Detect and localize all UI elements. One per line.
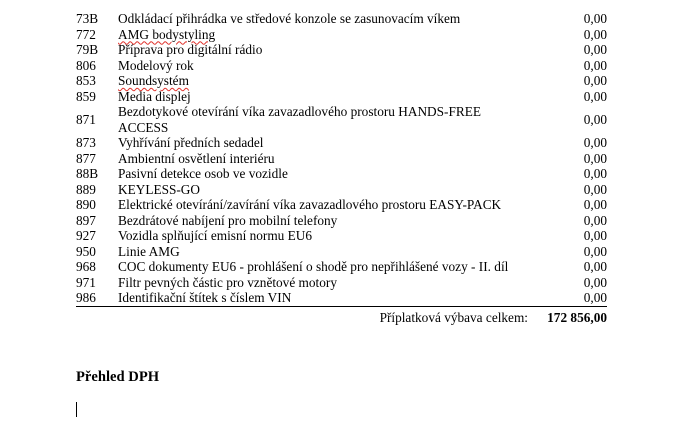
item-code: 871 [76,111,96,127]
item-description [118,73,528,89]
item-code: 968 [76,259,96,274]
item-code: 890 [76,197,96,212]
item-price: 0,00 [583,197,607,212]
item-description: Linie AMG [118,243,180,259]
item-price: 0,00 [583,274,607,290]
total-value: 172 856,00 [547,309,607,325]
table-row [76,290,607,306]
item-code: 73B [76,11,99,26]
item-code: 986 [76,290,118,306]
item-description: Ambientní osvětlení interiéru [118,150,275,166]
total-row [76,306,607,325]
item-description: Příprava pro digitální rádio [118,42,263,57]
item-price: 0,00 [583,228,607,243]
item-description: Elektrické otevírání/zavírání víka zavazadlového prostoru EASY-PACK [118,197,502,212]
item-code: 853 [76,73,96,88]
item-price: 0,00 [583,150,607,166]
item-code: 950 [76,243,96,259]
item-price: 0,00 [583,88,607,104]
item-code: 772 [76,26,96,42]
item-code: 873 [76,135,96,150]
item-description: Vyhřívání předních sedadel [118,135,264,150]
table-row [76,166,607,182]
table-row [76,182,607,198]
item-price: 0,00 [583,57,607,73]
item-price: 0,00 [583,181,607,197]
item-description: COC dokumenty EU6 - prohlášení o shodě pro nepřihlášené vozy - II. díl [118,259,509,274]
total-label: Příplatková výbava celkem: [379,309,528,325]
item-price: 0,00 [583,135,607,150]
table-row [76,58,607,74]
spellcheck-underlined-text: Soundsystém [118,73,189,88]
text-cursor[interactable] [76,402,77,417]
item-code: 889 [76,181,96,197]
table-row [76,104,607,135]
table-row [76,213,607,229]
item-description: Media displej [118,88,191,104]
item-description: Bezdrátové nabíjení pro mobilní telefony [118,212,338,228]
item-code: 897 [76,212,96,228]
table-row [76,151,607,167]
table-row [76,42,607,58]
table-row [76,27,607,43]
item-price: 0,00 [583,259,607,274]
table-row [76,228,607,244]
item-code: 877 [76,150,96,166]
item-code: 88B [76,166,99,181]
item-price: 0,00 [583,212,607,228]
item-description: Modelový rok [118,57,194,73]
item-price: 0,00 [528,290,607,306]
item-code: 971 [76,274,96,290]
item-price: 0,00 [583,26,607,42]
table-row [76,89,607,105]
spellcheck-underlined-text: AMG bodystyling [118,26,216,42]
item-price: 0,00 [583,42,607,57]
item-price: 0,00 [583,111,607,127]
item-price: 0,00 [583,11,607,26]
table-row [76,11,607,27]
item-description: Pasivní detekce osob ve vozidle [118,166,288,181]
equipment-table [76,11,607,325]
item-description: Bezdotykové otevírání víka zavazadlového prostoru HANDS-FREE ACCESS [118,104,481,135]
item-description: Vozidla splňující emisní normu EU6 [118,228,313,243]
table-row [76,275,607,291]
item-price: 0,00 [583,166,607,181]
table-row [76,135,607,151]
item-price: 0,00 [583,243,607,259]
item-price: 0,00 [583,73,607,88]
table-row [76,73,607,89]
section-heading: Přehled DPH [76,369,160,385]
item-description: Identifikační štítek s číslem VIN [118,290,528,306]
item-description: KEYLESS-GO [118,181,200,197]
item-code: 859 [76,88,96,104]
item-code: 79B [76,42,99,57]
item-description: Odkládací přihrádka ve středové konzole se zasunovacím víkem [118,11,461,26]
item-description: Filtr pevných částic pro vznětové motory [118,274,337,290]
item-description [118,27,528,43]
table-row [76,197,607,213]
item-code: 927 [76,228,96,243]
table-row [76,244,607,260]
table-row [76,259,607,275]
item-code: 806 [76,57,96,73]
